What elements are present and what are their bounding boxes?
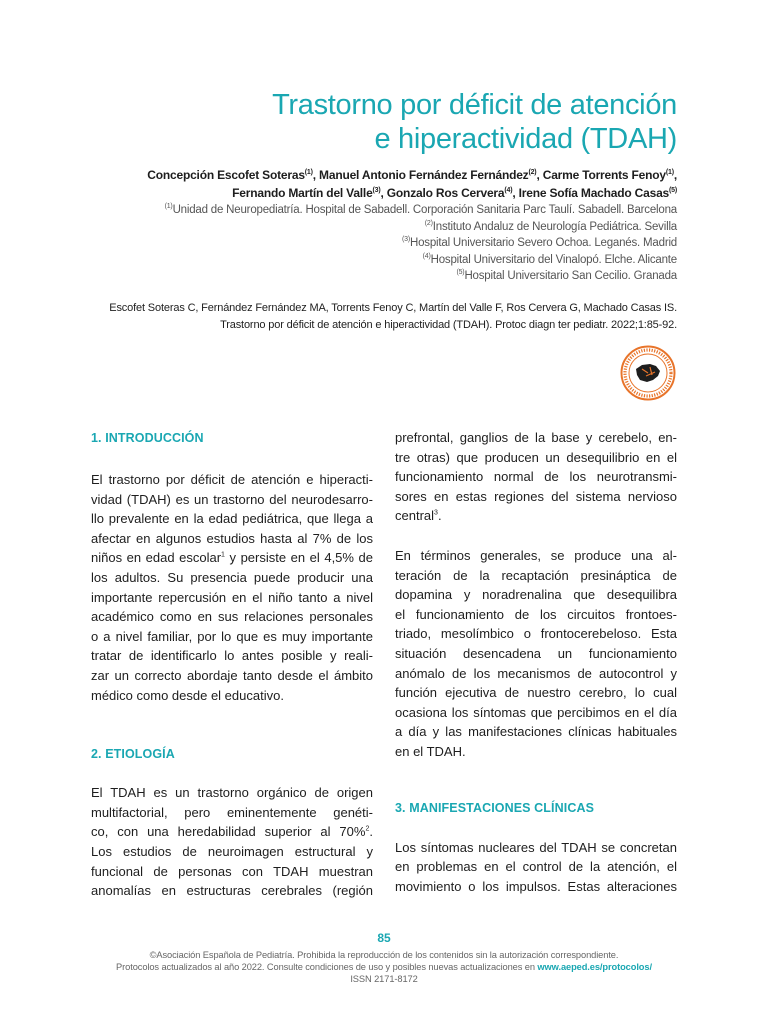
affiliation [57,219,677,236]
text-line: a día y las manifestaciones clínicas habituales [395,724,677,740]
text-line: En términos generales, se produce una al- [395,547,677,563]
text-line: El TDAH es un trastorno orgánico de origen [91,785,373,801]
text-line: multifactorial, pero eminentemente genéti- [91,804,373,820]
text-line: académico como en sus relaciones personales [91,609,373,625]
author-affil-ref: (2) [528,169,537,176]
text-line: funcionamiento normal de los neurotransmi- [395,469,677,485]
text-line: función ejecutiva de nuestro cerebro, lo cual [395,685,677,701]
title-line-2: e hiperactividad (TDAH) [374,123,677,155]
reference-number: 2 [365,825,370,833]
text-line [91,548,373,568]
author-separator: , [512,186,519,200]
text-line: funcional de personas con TDAH muestran [91,863,373,879]
text-line: Los síntomas nucleares del TDAH se concretan [395,839,677,855]
author-name: Gonzalo Ros Cervera [386,186,505,200]
text-line: médico como desde el educativo. [91,687,284,703]
text-line: anómalo de los mecanismos de autocontrol y [395,665,677,681]
text-line: tratar de identificarlo lo antes posible y reali- [91,648,373,664]
section-heading-etiologia: 2. ETIOLOGÍA [91,747,175,762]
text-line: zar un correcto abordaje tanto desde el ámbito [91,667,373,683]
affiliation-text: Unidad de Neuropediatría. Hospital de Sabadell. Corporación Sanitaria Parc Taulí. Sabadell. Barcelona [172,204,677,216]
page-footer [0,949,768,986]
left-column [91,428,373,901]
text-segment: co, con una heredabilidad superior al 70% [91,824,366,840]
article-title [117,88,677,156]
author-list [57,166,677,202]
affiliation [57,235,677,252]
text-line: afectar en algunos estudios hasta al 7% de los [91,530,373,546]
right-column [395,428,677,896]
text-line: prefrontal, ganglios de la base y cerebelo, en- [395,430,677,445]
text-line: llo prevalente en la edad pediátrica, que llega a [91,511,373,527]
affiliation [57,202,677,219]
issn-line: ISSN 2171-8172 [350,974,418,985]
affiliation-text: Hospital Universitario del Vinalopó. Elche. Alicante [430,253,677,266]
author-name: Manuel Antonio Fernández Fernández [319,168,529,182]
affiliation [57,268,677,285]
text-line: importante repercusión en el niño tanto a nivel [91,589,373,605]
author-affil-ref: (4) [504,187,513,194]
text-line: sores en estas regiones del sistema nervioso [395,488,677,504]
affiliation-text: Hospital Universitario San Cecilio. Granada [464,270,677,282]
text-line: co, con una heredabilidad superior al 70%$^2$. [91,824,373,840]
text-segment: y persiste en el 4,5% de [229,550,373,566]
author-separator: , [673,168,677,182]
reference-number: 1 [221,552,225,560]
text-line: tre otras) que producen un desequilibrio en el [395,449,677,465]
section-heading-manifestaciones: 3. MANIFESTACIONES CLÍNICAS [395,800,595,815]
affiliation-text: Instituto Andaluz de Neurología Pediátrica. Sevilla [432,220,677,233]
author-affil-ref: (1) [304,169,313,176]
text-line: triado, mesolímbico o frontocerebeloso. Esta [395,626,677,642]
affiliation-number: (5) [456,269,465,277]
text-line: dopamina y noradrenalina que desequilibra [395,587,677,603]
citation-line-2: Trastorno por déficit de atención e hiperactividad (TDAH). Protoc diagn ter pediatr. 2022;1:85-92. [220,318,677,331]
mechanism-paragraph [395,546,677,762]
society-logo-icon [620,345,676,401]
etiology-paragraph [91,783,373,901]
text-line: El trastorno por déficit de atención e hiperacti- [91,472,373,487]
author-affil-ref: (3) [372,187,381,194]
text-line: los adultos. Su presencia puede producir una [91,569,373,585]
affiliation-number: (4) [422,252,431,260]
author-name: Carme Torrents Fenoy [542,168,666,182]
update-text: Protocolos actualizados al año 2022. Consulte condiciones de uso y posibles nuevas actualizaciones en [116,962,538,973]
copyright-line: ©Asociación Española de Pediatría. Prohibida la reproducción de los contenidos sin la autorización correspondiente. [149,950,619,960]
manifestations-paragraph [395,838,677,897]
text-line: o a nivel familiar, por lo que es muy importante [91,628,373,644]
affiliation-list [57,202,677,285]
author-affil-ref: (5) [669,187,677,194]
text-segment: niños en edad escolar [91,550,222,566]
text-segment: central [395,508,435,524]
update-line [0,961,768,973]
text-line: en problemas en el control de la atención, el [395,859,677,875]
text-line: ocasiona los síntomas que percibimos en el día [395,704,677,720]
text-line: Los estudios de neuroimagen estructural y [91,843,373,859]
affiliation-number: (2) [424,219,433,227]
text-line: el funcionamiento de los circuitos frontoes- [395,606,677,622]
text-line: teración de la recaptación presináptica de [395,567,677,583]
page-number: 85 [377,931,391,945]
citation [57,300,677,333]
author-line-2 [57,184,677,202]
protocols-link[interactable]: www.aeped.es/protocolos/ [537,962,652,973]
affiliation-text: Hospital Universitario Severo Ochoa. Leganés. Madrid [409,237,677,249]
author-separator: , [536,168,543,182]
author-affil-ref: (1) [665,169,674,176]
citation-line-1: Escofet Soteras C, Fernández Fernández MA, Torrents Fenoy C, Martín del Valle F, Ros Cervera G, Machado Casas IS. [109,302,677,314]
author-name: Fernando Martín del Valle [232,186,373,200]
author-separator: , [380,186,387,200]
text-line: central$^3$. [395,508,442,524]
author-line-1 [57,166,677,184]
reference-number: 3 [434,510,438,518]
text-line: anomalías en estructuras cerebrales (región [91,883,373,899]
text-line: vidad (TDAH) es un trastorno del neurodesarro- [91,491,373,507]
affiliation-number: (1) [164,203,173,211]
affiliation-number: (3) [402,236,410,244]
section-heading-introduccion: 1. INTRODUCCIÓN [91,431,204,445]
intro-paragraph [91,470,373,705]
text-line: movimiento o los impulsos. Estas alteraciones [395,878,677,894]
text-line: en el TDAH. [395,743,466,759]
text-line: situación desencadena un funcionamiento [395,645,677,661]
title-line-1: Trastorno por déficit de atención [272,89,677,121]
author-name: Irene Sofía Machado Casas [518,186,670,200]
author-name: Concepción Escofet Soteras [147,168,305,182]
etiology-continuation-paragraph [395,428,677,526]
author-separator: , [312,168,320,182]
affiliation [57,252,677,269]
